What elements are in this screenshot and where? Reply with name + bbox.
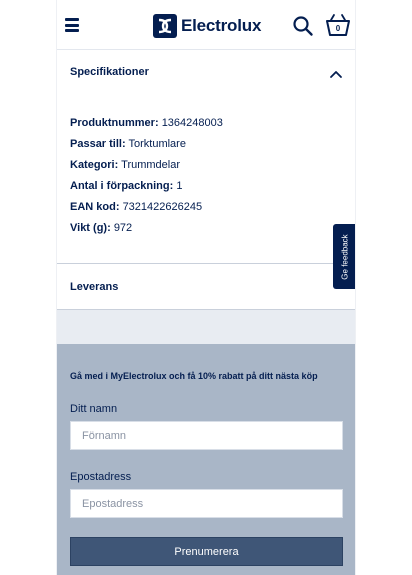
name-label: Ditt namn (70, 403, 118, 415)
email-input[interactable] (70, 489, 343, 518)
spec-label: Kategori: (70, 159, 119, 171)
section-divider (57, 263, 356, 264)
spec-value: 972 (113, 222, 133, 234)
menu-icon[interactable] (65, 18, 79, 32)
feedback-tab[interactable] (333, 224, 356, 289)
spec-value: Trummdelar (121, 159, 181, 171)
newsletter-text: Gå med i MyElectrolux och få 10% rabatt på ditt nästa köp (70, 371, 318, 381)
spec-value: 1 (176, 180, 183, 192)
spec-value: Torktumlare (128, 138, 186, 150)
spec-row-quantity (70, 179, 340, 200)
spec-row-fits (70, 137, 340, 158)
subscribe-button[interactable]: Prenumerera (70, 537, 343, 566)
search-icon[interactable] (292, 15, 314, 37)
brand-logo[interactable] (153, 14, 261, 38)
spec-label: Produktnummer: (70, 117, 159, 129)
cart-button[interactable] (325, 12, 351, 38)
spec-row-product-number (70, 116, 340, 137)
electrolux-logo-icon (153, 14, 177, 38)
newsletter-section (57, 344, 356, 575)
cart-count-badge: 0 (335, 24, 341, 33)
spec-label: Passar till: (70, 138, 126, 150)
first-name-input[interactable] (70, 421, 343, 450)
spec-value: 7321422626245 (122, 201, 203, 213)
specifications-list (70, 116, 340, 242)
page-frame (56, 0, 356, 575)
spec-row-category (70, 158, 340, 179)
spec-row-weight (70, 221, 340, 242)
site-header (57, 0, 356, 50)
email-label: Epostadress (70, 471, 132, 483)
delivery-title[interactable]: Leverans (70, 281, 119, 293)
spec-value: 1364248003 (161, 117, 223, 129)
spec-row-ean (70, 200, 340, 221)
spec-label: Vikt (g): (70, 222, 111, 234)
spec-label: EAN kod: (70, 201, 120, 213)
chevron-up-icon[interactable] (329, 66, 343, 76)
spacer-band (57, 310, 356, 344)
feedback-label: Ge feedback (340, 233, 350, 280)
specifications-title[interactable]: Specifikationer (70, 66, 149, 78)
spec-label: Antal i förpackning: (70, 180, 174, 192)
logo-text: Electrolux (181, 16, 262, 35)
